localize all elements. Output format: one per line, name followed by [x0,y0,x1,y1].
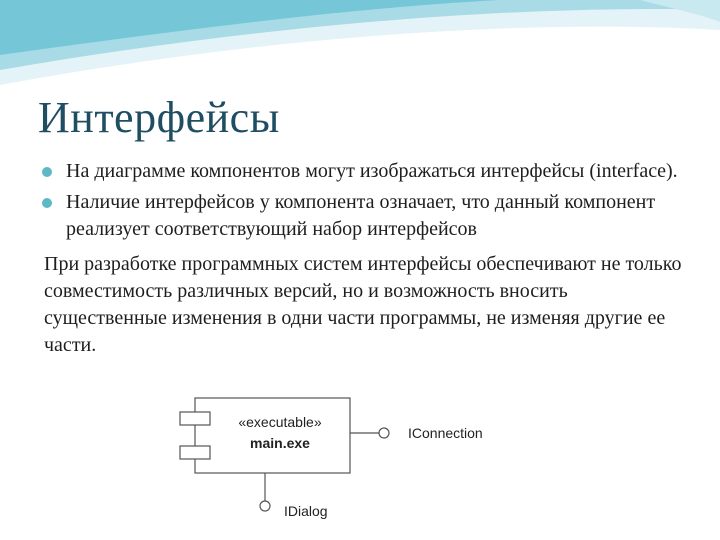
component-stereotype: «executable» [238,414,322,430]
paragraph: При разработке программных систем интерфейсы обеспечивают не только совместимость различных версий, но и возможность вносить существенные изменения в одни части программы, не изменяя другие ее части. [44,253,682,356]
component-port-icon [180,412,210,425]
component-name: main.exe [250,435,310,451]
interface-label: IDialog [284,503,328,519]
bullet-icon [42,198,52,208]
component-port-icon [180,446,210,459]
interface-lollipop-icon [379,428,389,438]
header-wave-decoration [0,0,720,100]
bullet-item [42,158,702,185]
component-diagram [160,390,520,535]
bullet-item [42,189,702,243]
interface-lollipop-icon [260,501,270,511]
bullet-text: На диаграмме компонентов могут изображаться интерфейсы (interface). [66,160,678,182]
bullet-text: Наличие интерфейсов у компонента означает, что данный компонент реализует соответствующий набор интерфейсов [66,191,656,240]
slide-title: Интерфейсы [38,93,280,142]
bullet-icon [42,167,52,177]
slide-body [42,158,702,359]
interface-label: IConnection [408,425,483,441]
